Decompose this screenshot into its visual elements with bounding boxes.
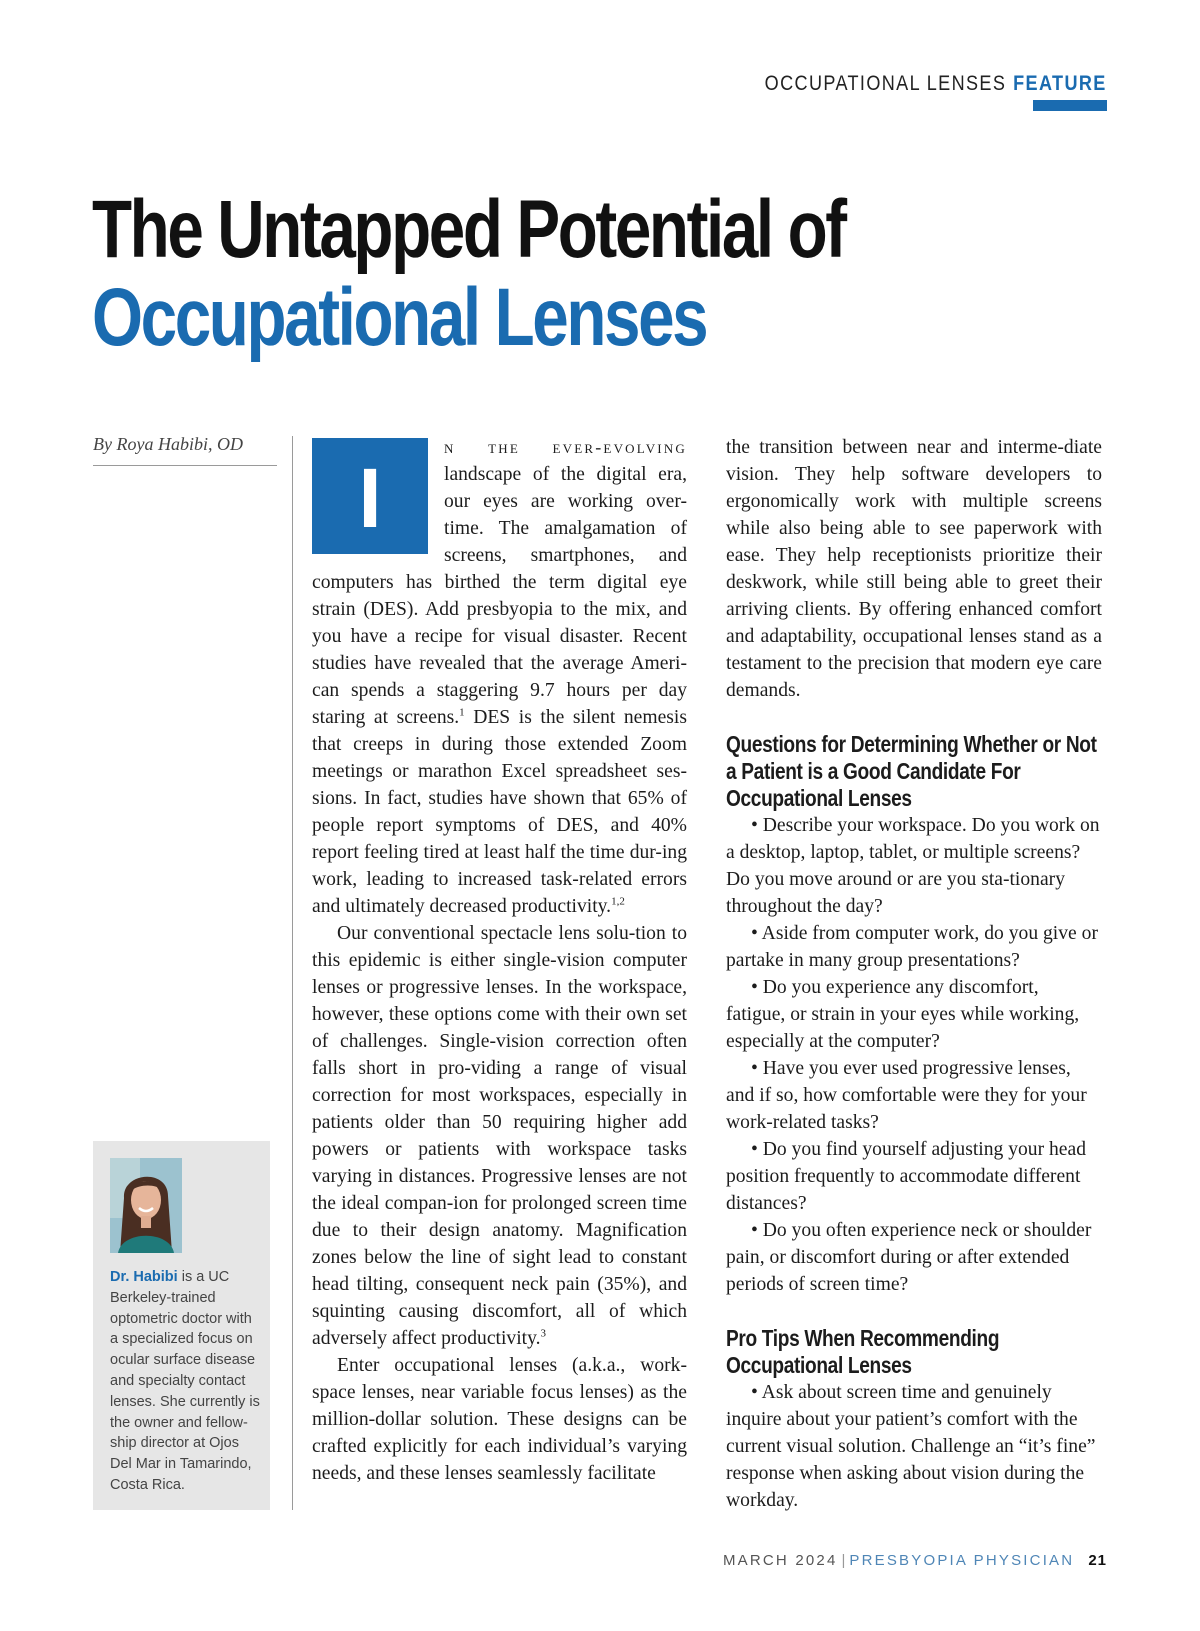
- column-divider: [292, 436, 293, 1510]
- title-line-1: The Untapped Potential of: [92, 184, 845, 275]
- issue-date: MARCH 2024: [722, 1552, 838, 1569]
- magazine-name: PRESBYOPIA PHYSICIAN: [849, 1552, 1075, 1569]
- section-heading-pro-tips: Pro Tips When Recommending Occupational Lenses: [726, 1325, 1000, 1378]
- lead-in: n the ever-evolving: [444, 437, 687, 457]
- author-bio-text: [110, 1267, 260, 1496]
- paragraph-2: [312, 920, 687, 1352]
- paragraph-2-text: Our conventional spectacle lens solu-tion to this epidemic is either single-vision computer lenses or progressive lenses. In the workspace, however, these options come with their own set of challenges. Single-vision correction often falls short in pro-viding a range of visual correction for most workspaces, especially in patients older than 50 requiring higher add powers or patients with workspace tasks varying in distances. Progressive lenses are not the ideal compan-ion for prolonged screen time due to their design anatomy. Magnification zones below the line of sight lead to constant head tilting, consequent neck pain (35%), and squinting causing discomfort, all of which adversely affect productivity.: [312, 923, 687, 1349]
- footer-divider: |: [841, 1552, 846, 1569]
- article-title: [92, 186, 845, 362]
- paragraph-1b: DES is the silent nemesis that creeps in during those extended Zoom meetings or marathon Excel spreadsheet ses-sions. In fact, studies have shown that 65% of people report symptoms of DES, and 40% report feeling tired at least half the time dur-ing work, leading to increased task-related errors and ultimately decreased productivity.: [312, 707, 687, 917]
- paragraph-intro: [312, 434, 687, 920]
- list-item: • Have you ever used progressive lenses, and if so, how comfortable were they for your work-related tasks?: [726, 1058, 1087, 1133]
- title-line-2: Occupational Lenses: [92, 272, 707, 363]
- reference-1: 1: [459, 706, 465, 719]
- section-label: OCCUPATIONAL LENSES: [764, 72, 1007, 95]
- author-photo: [110, 1158, 182, 1253]
- author-bio-body: is a UC Berkeley-trained optometric doctor with a specialized focus on ocular surface disease and specialty contact lenses. She currently is the owner and fellow-ship director at Ojos Del Mar in Tamarindo, Costa Rica.: [110, 1269, 260, 1493]
- feature-tag: FEATURE: [1013, 72, 1107, 95]
- paragraph-4: the transition between near and interme-diate vision. They help software developers to ergonomically work with multiple screens while also being able to see paperwork with ease. They help receptionists prioritize their deskwork, while still being able to greet their arriving clients. By offering enhanced comfort and adaptability, occupational lenses stand as a testament to the precision that modern eye care demands.: [726, 437, 1102, 701]
- section-heading-questions: Questions for Determining Whether or Not a Patient is a Good Candidate For Occupational Lenses: [726, 731, 1097, 811]
- tips-list: [726, 1379, 1102, 1514]
- list-item: • Aside from computer work, do you give or partake in many group presentations?: [726, 923, 1098, 971]
- byline: By Roya Habibi, OD: [93, 434, 277, 466]
- body-column-1: [312, 434, 687, 1487]
- list-item: • Do you experience any discomfort, fatigue, or strain in your eyes while working, especially at the computer?: [726, 977, 1080, 1052]
- author-bio-box: [93, 1141, 270, 1510]
- drop-cap-letter: I: [358, 451, 382, 545]
- reference-1-2: 1,2: [611, 895, 625, 908]
- author-name: Dr. Habibi: [110, 1269, 178, 1285]
- drop-cap: [312, 438, 428, 554]
- page-footer: [723, 1552, 1107, 1569]
- question-list: [726, 812, 1102, 1298]
- page-number: 21: [1088, 1552, 1107, 1569]
- reference-3: 3: [540, 1327, 547, 1340]
- list-item: • Do you find yourself adjusting your head position frequently to accommodate different distances?: [726, 1139, 1086, 1214]
- body-column-2: [726, 434, 1102, 1514]
- paragraph-1a: landscape of the digital era, our eyes are working over-time. The amalgamation of screens, smartphones, and computers has birthed the term digital eye strain (DES). Add presbyopia to the mix, and you have a recipe for visual disaster. Recent studies have revealed that the average Ameri-can spends a staggering 9.7 hours per day staring at screens.: [312, 464, 687, 728]
- list-item: • Describe your workspace. Do you work on a desktop, laptop, tablet, or multiple screens? Do you move around or are you sta-tionary throughout the day?: [726, 815, 1100, 917]
- list-item: • Ask about screen time and genuinely inquire about your patient’s comfort with the current visual solution. Challenge an “it’s fine” response when asking about vision during the workday.: [726, 1382, 1096, 1511]
- header-accent-bar: [1033, 100, 1107, 111]
- running-header: [765, 72, 1107, 96]
- list-item: • Do you often experience neck or shoulder pain, or discomfort during or after extended periods of screen time?: [726, 1220, 1092, 1295]
- paragraph-3: Enter occupational lenses (a.k.a., work-space lenses, near variable focus lenses) as the million-dollar solution. These designs can be crafted explicitly for each individual’s varying needs, and these lenses seamlessly facilitate: [312, 1355, 687, 1484]
